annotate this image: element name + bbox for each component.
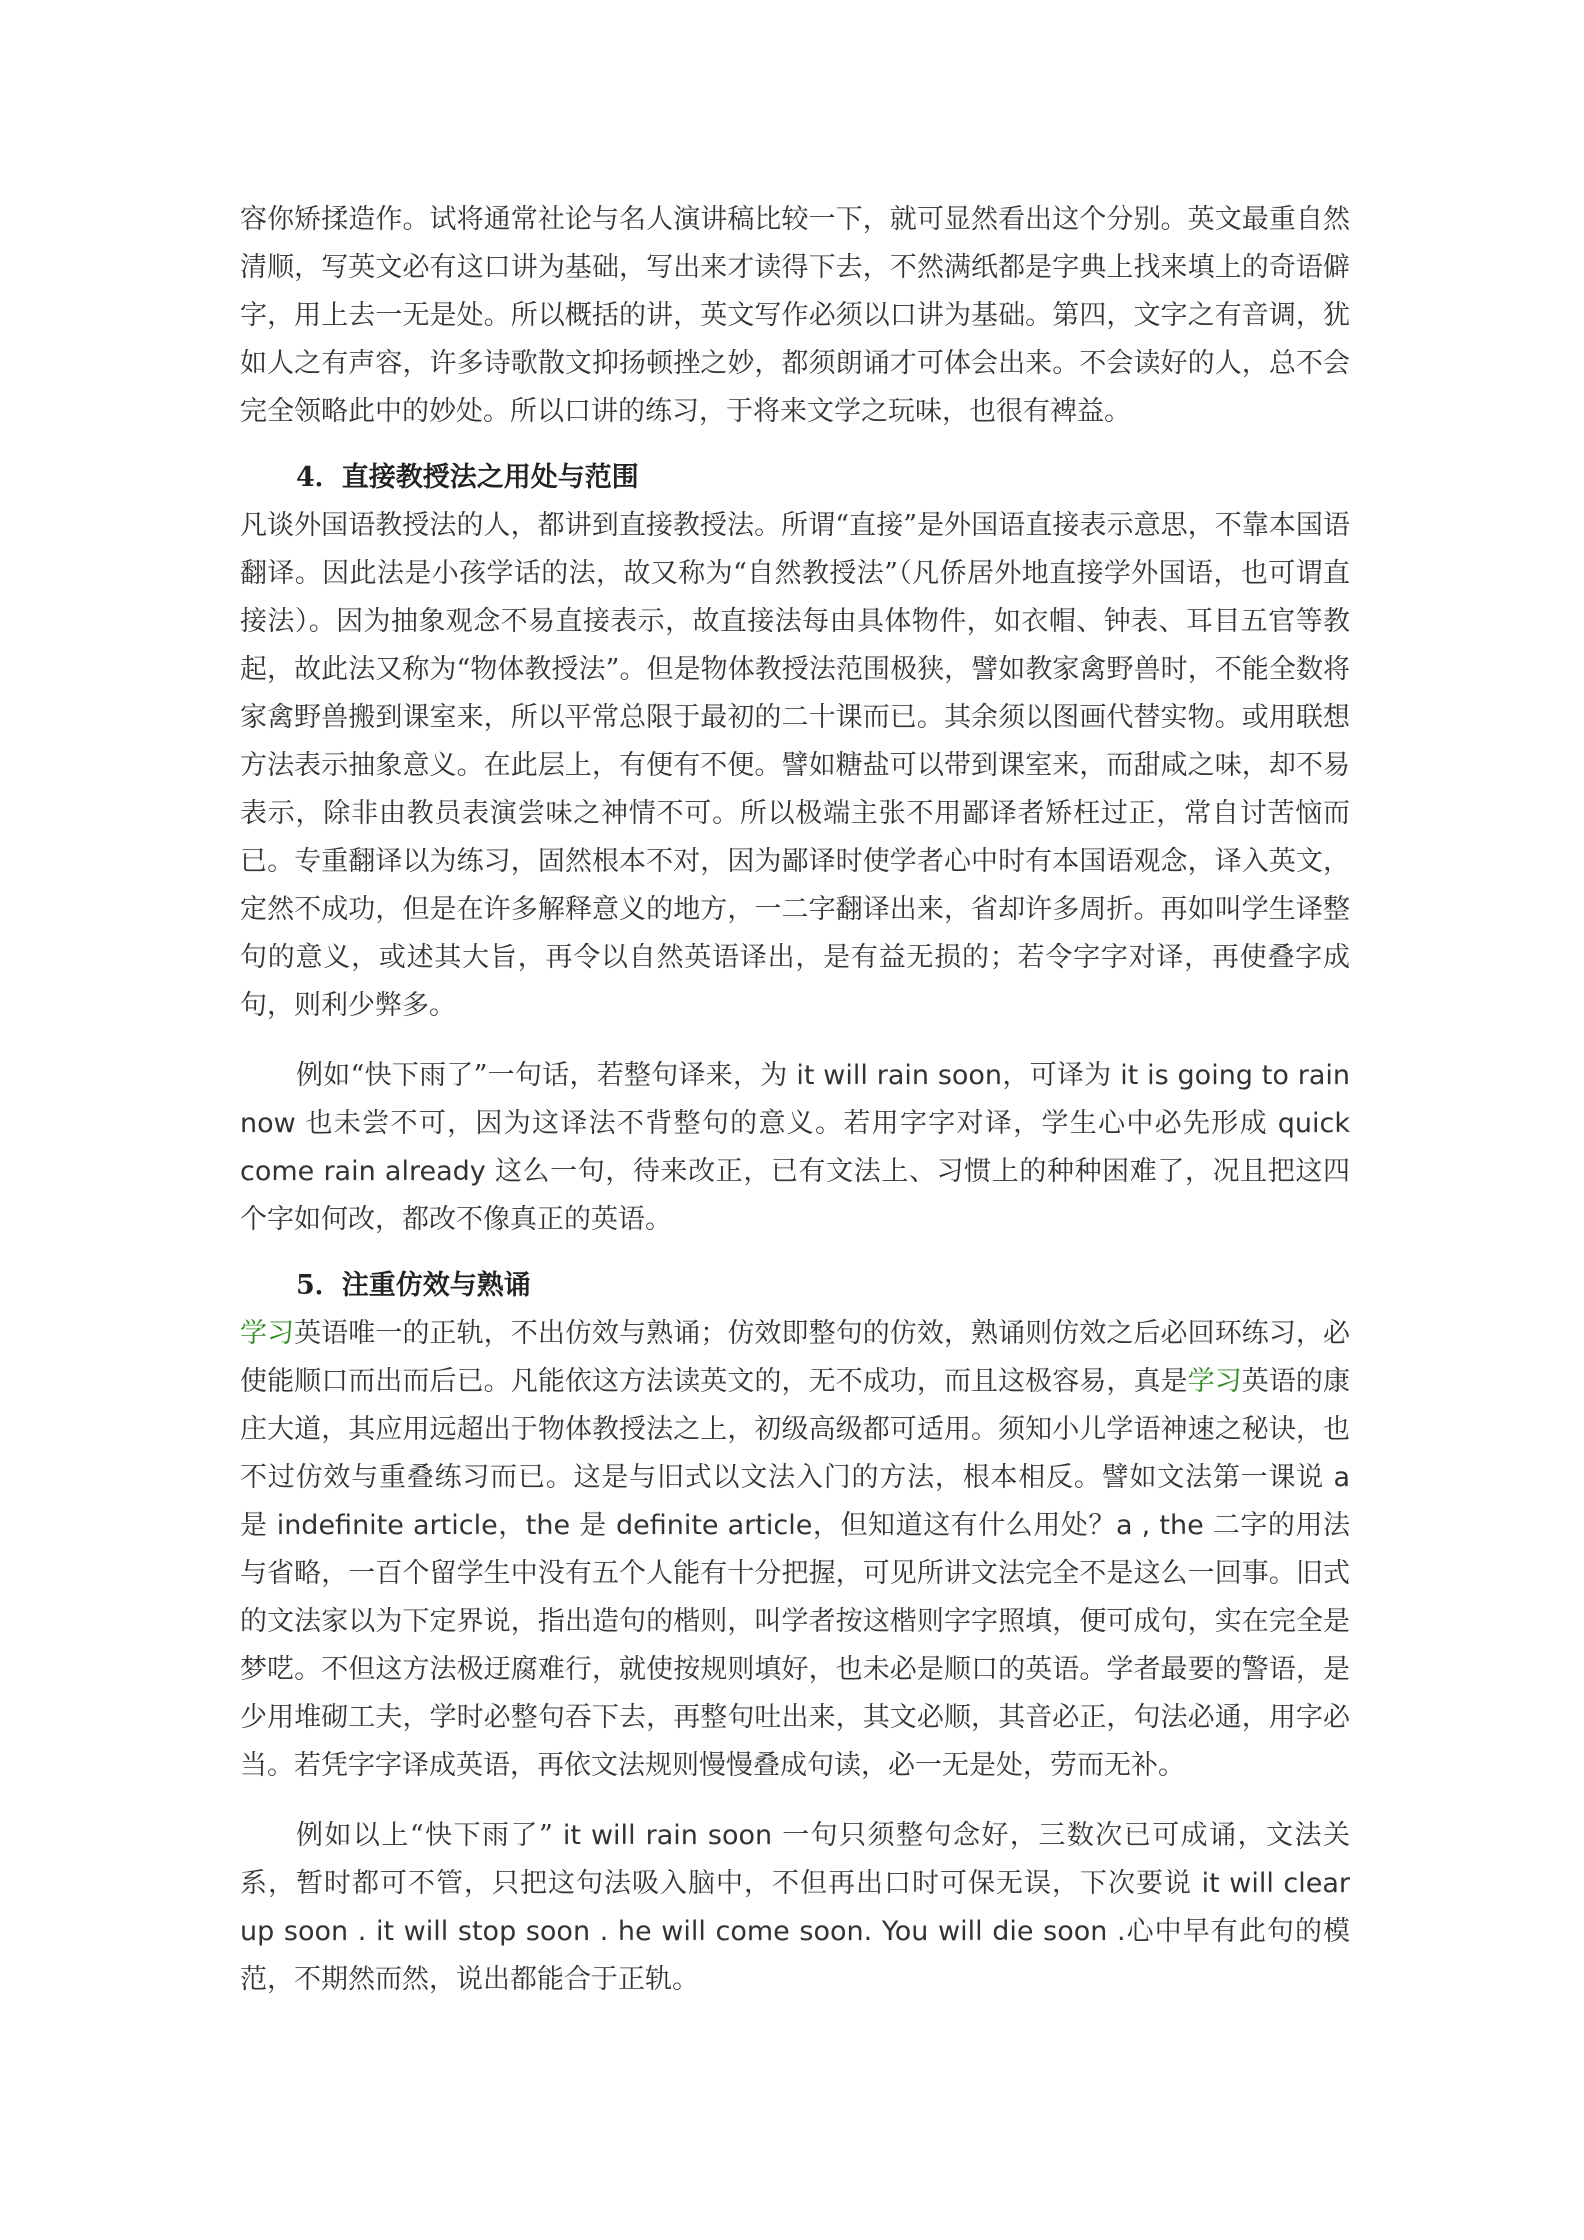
document-page — [240, 196, 1350, 2004]
text-segment: 这么一句，待来改正，已有文法上、习惯上的种种困难了，况且把这四个字如何改，都改不像真正的英语。 — [240, 1156, 1350, 1235]
english-phrase: definite article， — [606, 1510, 841, 1541]
section-heading-4: 4．直接教授法之用处与范围 — [296, 462, 639, 493]
study-link[interactable]: 学习 — [240, 1318, 295, 1349]
text-segment: 也未尝不可，因为这译法不背整句的意义。若用字字对译，学生心中必先形成 — [305, 1108, 1268, 1139]
paragraph-rain-example — [240, 1052, 1350, 1244]
english-phrase: it will rain soon — [787, 1060, 1003, 1091]
text-segment: 例如以上“快下雨了” — [296, 1820, 553, 1851]
text-segment: 一句只须整句念好，三数次已可成诵，文法关系，暂时都可不管，只把这句法吸入脑中，不但再出口时可保无误，下次要说 — [240, 1820, 1351, 1899]
text-segment: 是 — [579, 1510, 607, 1541]
paragraph-oral-practice: 容你矫揉造作。试将通常社论与名人演讲稿比较一下，就可显然看出这个分别。英文最重自然清顺，写英文必有这口讲为基础，写出来才读得下去，不然满纸都是字典上找来填上的奇语僻字，用上去一无是处。所以概括的讲，英文写作必须以口讲为基础。第四，文字之有音调，犹如人之有声容，许多诗歌散文抑扬顿挫之妙，都须朗诵才可体会出来。不会读好的人，总不会完全领略此中的妙处。所以口讲的练习，于将来文学之玩味，也很有裨益。 — [240, 204, 1350, 427]
text-segment: 英语的康庄大道，其应用远超出于物体教授法之上，初级高级都可适用。须知小儿学语神速之秘诀，也不过仿效与重叠练习而已。这是与旧式以文法入门的方法，根本相反。譬如文法第一课说 — [240, 1366, 1351, 1493]
text-segment: 二字的用法与省略，一百个留学生中没有五个人能有十分把握，可见所讲文法完全不是这么一回事。旧式的文法家以为下定界说，指出造句的楷则，叫学者按这楷则字字照填，便可成句，实在完全是梦呓。不但这方法极迂腐难行，就使按规则填好，也未必是顺口的英语。学者最要的警语，是少用堆砌工夫，学时必整句吞下去，再整句吐出来，其文必顺，其音必正，句法必通，用字必当。若凭字字译成英语，再依文法规则慢慢叠成句读，必一无是处，劳而无补。 — [240, 1510, 1351, 1781]
text-segment: ，可译为 — [1002, 1060, 1112, 1091]
english-phrase: indefinite article，the — [267, 1510, 580, 1541]
text-segment: 是 — [240, 1510, 268, 1541]
text-segment: 心中早有此句的模范，不期然而然，说出都能合于正轨。 — [240, 1916, 1350, 1995]
text-segment: 但知道这有什么用处？ — [840, 1510, 1116, 1541]
text-segment: 英语唯一的正轨，不出仿效与熟诵；仿效即整句的仿效，熟诵则仿效之后必回环练习，必使能顺口而出而后已。凡能依这方法读英文的，无不成功，而且这极容易，真是 — [240, 1318, 1351, 1397]
text-segment: 例如“快下雨了”一句话，若整句译来，为 — [296, 1060, 788, 1091]
english-phrase: quick come rain already — [240, 1108, 1351, 1187]
paragraph-imitation — [240, 1310, 1350, 1790]
english-phrase: it will clear up soon . it will stop soon . he will come soon. You will die soon . — [240, 1868, 1351, 1947]
paragraph-direct-method: 凡谈外国语教授法的人，都讲到直接教授法。所谓“直接”是外国语直接表示意思，不靠本国语翻译。因此法是小孩学话的法，故又称为“自然教授法”（凡侨居外地直接学外国语，也可谓直接法）。因为抽象观念不易直接表示，故直接法每由具体物件，如衣帽、钟表、耳目五官等教起，故此法又称为“物体教授法”。但是物体教授法范围极狭，譬如教家禽野兽时，不能全数将家禽野兽搬到课室来，所以平常总限于最初的二十课而已。其余须以图画代替实物。或用联想方法表示抽象意义。在此层上，有便有不便。譬如糖盐可以带到课室来，而甜咸之味，却不易表示，除非由教员表演尝味之神情不可。所以极端主张不用鄙译者矫枉过正，常自讨苦恼而已。专重翻译以为练习，固然根本不对，因为鄙译时使学者心中时有本国语观念，译入英文，定然不成功，但是在许多解释意义的地方，一二字翻译出来，省却许多周折。再如叫学生译整句的意义，或述其大旨，再令以自然英语译出，是有益无损的；若令字字对译，再使叠字成句，则利少弊多。 — [240, 510, 1350, 1021]
study-link[interactable]: 学习 — [1187, 1366, 1242, 1397]
english-phrase: a , the — [1115, 1510, 1213, 1541]
english-phrase: a — [1324, 1462, 1350, 1493]
english-phrase: it is going to rain now — [240, 1060, 1350, 1139]
english-phrase: it will rain soon — [552, 1820, 783, 1851]
section-heading-5: 5．注重仿效与熟诵 — [296, 1270, 531, 1301]
paragraph-rain-example-2 — [240, 1812, 1350, 2004]
